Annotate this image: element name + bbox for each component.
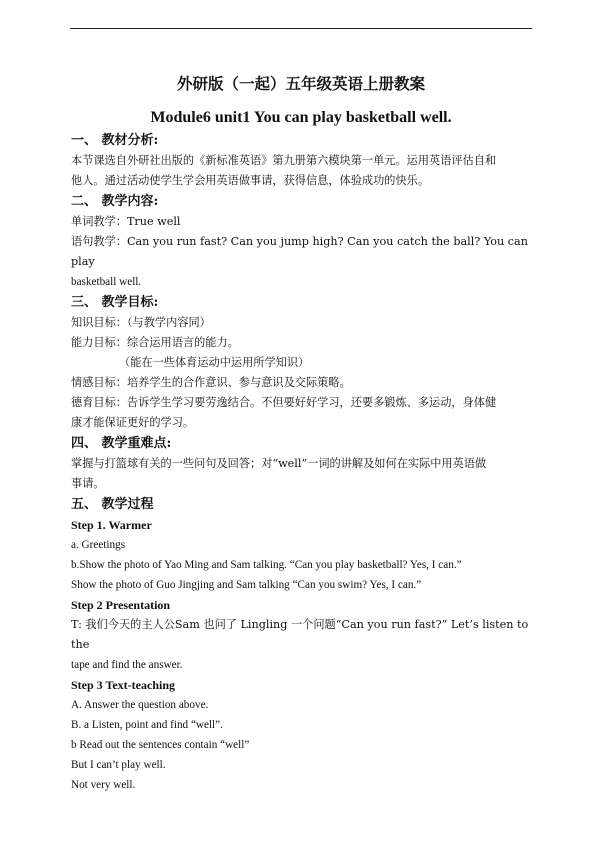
- header-rule: [70, 28, 532, 29]
- step-1-a: a. Greetings: [71, 539, 126, 551]
- step-3-c: b Read out the sentences contain “well”: [71, 739, 250, 751]
- step-3-e: Not very well.: [71, 779, 136, 791]
- step-1-b: b.Show the photo of Yao Ming and Sam talking. “Can you play basketball? Yes, I can.”: [71, 559, 462, 571]
- content-sentences-1: 语句教学：Can you run fast? Can you jump high? Can you catch the ball? You can play: [71, 235, 528, 268]
- content-sentences-2: basketball well.: [71, 276, 142, 288]
- objective-moral-2: 康才能保证更好的学习。: [71, 416, 195, 429]
- section-heading-objectives: 三、 教学目标:: [71, 295, 159, 310]
- objective-knowledge: 知识目标：（与教学内容同）: [71, 316, 211, 329]
- keypoints-line-1: 掌握与打篮球有关的一些问句及回答；对“well”一词的讲解及如何在实际中用英语做: [71, 457, 487, 470]
- step-3-d: But I can’t play well.: [71, 759, 166, 771]
- document-title: 外研版（一起）五年级英语上册教案: [176, 74, 425, 93]
- section-heading-content: 二、 教学内容:: [71, 194, 159, 209]
- analysis-line-2: 他人。通过活动使学生学会用英语做事请，获得信息，体验成功的快乐。: [71, 174, 430, 187]
- step-3-b: B. a Listen, point and find “well”.: [71, 719, 223, 731]
- step-3-heading: Step 3 Text-teaching: [71, 678, 176, 692]
- objective-moral-1: 德育目标：告诉学生学习要劳逸结合。不但要好好学习，还要多锻炼、多运动，身体健: [71, 396, 497, 409]
- objective-ability: 能力目标：综合运用语言的能力。: [71, 336, 239, 349]
- objective-ability-note: （能在一些体育运动中运用所学知识）: [119, 356, 310, 369]
- document-body: [71, 74, 531, 795]
- content-words: 单词教学：True well: [71, 215, 181, 228]
- step-2-text-1: T: 我们今天的主人公Sam 也问了 Lingling 一个问题“Can you run fast?” Let’s listen to the: [71, 618, 529, 651]
- step-2-heading: Step 2 Presentation: [71, 598, 171, 612]
- document-subtitle: Module6 unit1 You can play basketball well.: [150, 109, 452, 126]
- objective-emotion: 情感目标：培养学生的合作意识、参与意识及交际策略。: [71, 376, 351, 389]
- step-1-c: Show the photo of Guo Jingjing and Sam talking “Can you swim? Yes, I can.”: [71, 579, 422, 591]
- section-heading-process: 五、 教学过程: [71, 497, 154, 512]
- step-1-heading: Step 1. Warmer: [71, 518, 152, 532]
- keypoints-line-2: 事请。: [71, 477, 105, 490]
- section-heading-keypoints: 四、 教学重难点:: [71, 436, 172, 451]
- step-2-text-2: tape and find the answer.: [71, 659, 183, 671]
- section-heading-analysis: 一、 教材分析:: [71, 133, 159, 148]
- step-3-a: A. Answer the question above.: [71, 699, 209, 711]
- analysis-line-1: 本节课选自外研社出版的《新标准英语》第九册第六模块第一单元。运用英语评估自和: [71, 154, 497, 167]
